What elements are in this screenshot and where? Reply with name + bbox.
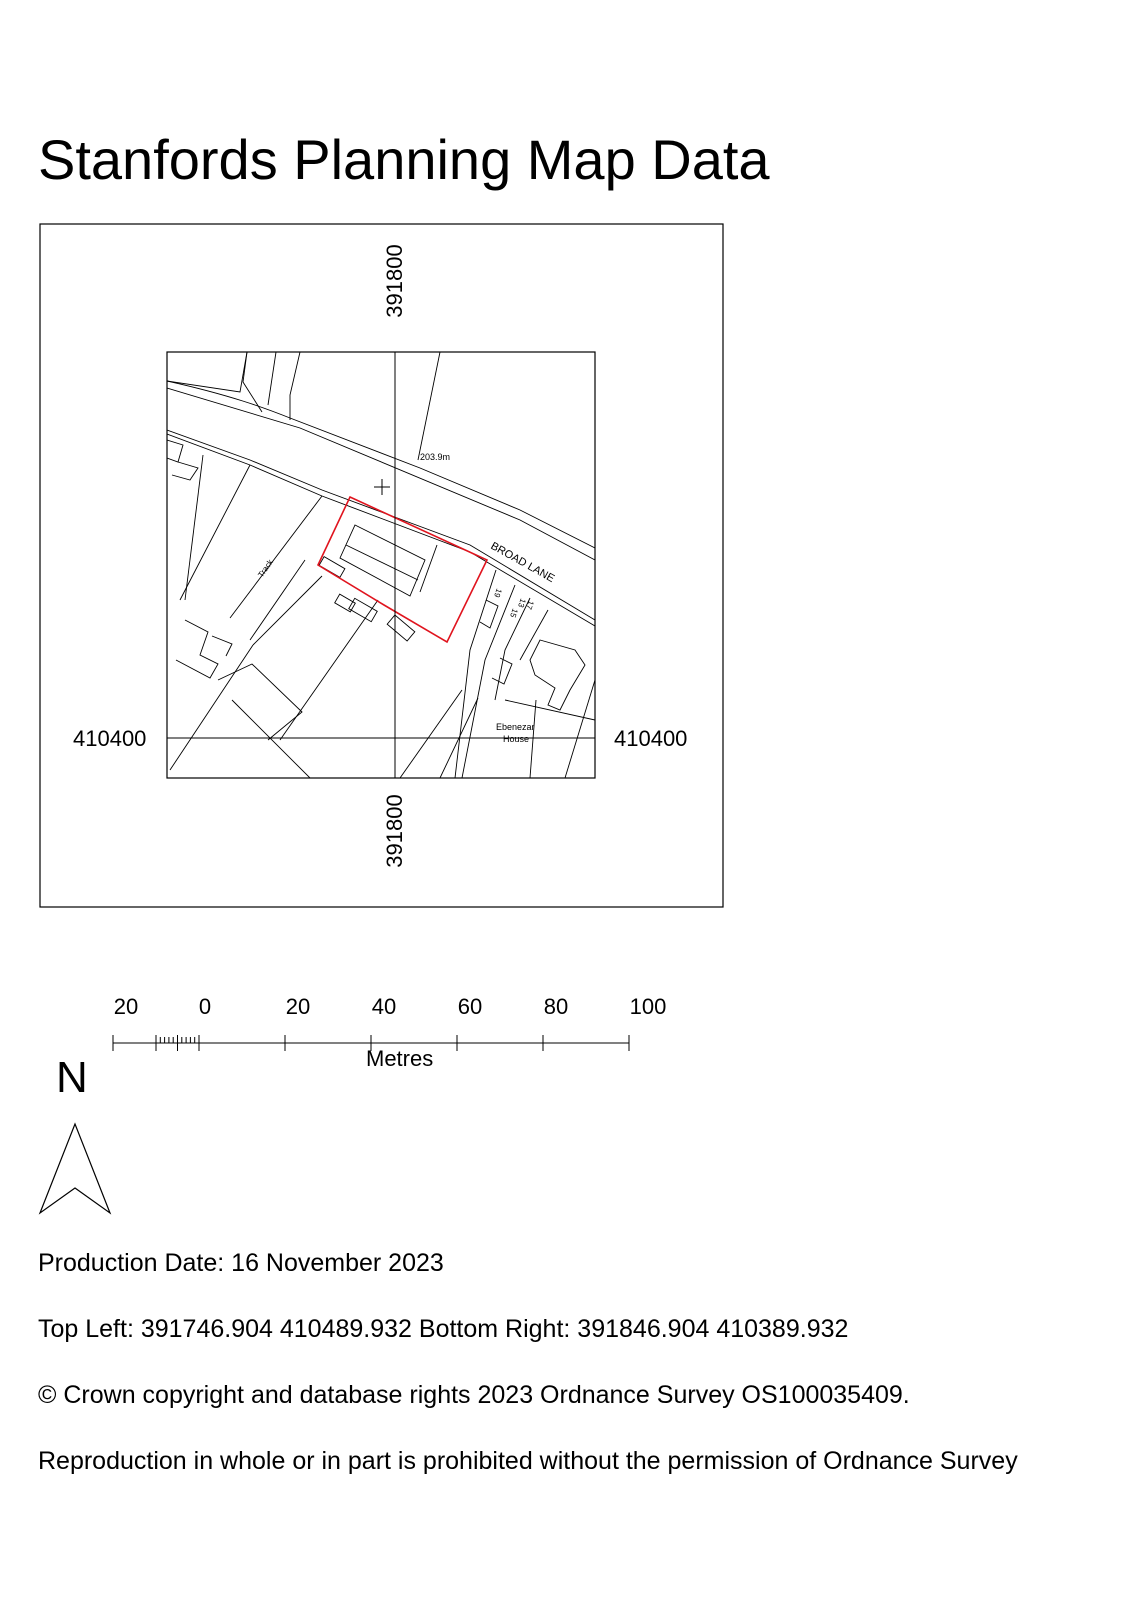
north-label: N [56, 1053, 88, 1102]
scale-label-80: 80 [543, 994, 569, 1019]
building-sw-a [176, 620, 218, 678]
copyright-notice: © Crown copyright and database rights 2023 Ordnance Survey OS100035409. [38, 1381, 910, 1409]
scale-label-60: 60 [457, 994, 483, 1019]
plot-line-3 [230, 496, 322, 618]
grid-label-easting-top: 391800 [382, 244, 407, 318]
plot-line-s-1 [280, 600, 378, 740]
scale-unit-label: Metres [366, 1046, 434, 1071]
north-arrow-icon [40, 1124, 110, 1213]
road-edge-south [167, 430, 595, 620]
building-west-b [172, 462, 198, 480]
site-boundary [318, 497, 487, 642]
building-sw-b [212, 636, 232, 656]
main-building-ridge [346, 545, 418, 580]
building-name-line2: House [503, 734, 530, 744]
building-name-line1: Ebenezar [496, 722, 535, 732]
page-title: Stanfords Planning Map Data [38, 128, 770, 191]
spot-height-label: 203.9m [420, 452, 451, 462]
plot-line-2 [180, 465, 250, 600]
grid-label-northing-right: 410400 [614, 726, 688, 751]
terrace-house [480, 600, 498, 628]
road-edge-south-2 [167, 434, 595, 626]
road-edge-north [167, 381, 595, 548]
plot-line-e-3 [530, 700, 536, 778]
plot-line-sw-2 [232, 700, 310, 778]
road-edge-north-2 [167, 388, 595, 560]
site-internal-line [420, 545, 437, 592]
road-name-label: BROAD LANE [488, 540, 557, 586]
side-road-east [290, 352, 300, 420]
plot-line-e-2 [565, 680, 595, 778]
scale-label-100: 100 [629, 994, 667, 1019]
terrace-line-2 [462, 585, 515, 778]
reproduction-notice: Reproduction in whole or in part is prohibited without the permission of Ordnance Survey [38, 1447, 1018, 1475]
scale-label-0: 0 [198, 994, 212, 1019]
track-east [253, 576, 322, 645]
production-date: Production Date: 16 November 2023 [38, 1249, 444, 1277]
plot-line-north-2 [167, 352, 247, 392]
plot-line-e-1 [505, 700, 595, 720]
centre-cross [374, 479, 390, 495]
building-east [530, 640, 585, 710]
house-number-15: 15 [508, 607, 520, 619]
plot-line-north-1 [418, 352, 440, 460]
building-west-a [167, 440, 183, 462]
scale-label-20: 20 [285, 994, 311, 1019]
outbuilding-d [387, 615, 415, 641]
terrace-line-1 [455, 570, 496, 778]
plot-line-s-2 [400, 690, 462, 778]
scale-label-40: 40 [371, 994, 397, 1019]
building-e-a [492, 658, 512, 684]
map-extent: Top Left: 391746.904 410489.932 Bottom Right: 391846.904 410389.932 [38, 1315, 849, 1343]
outbuilding-c [349, 598, 378, 621]
side-road-kerb [268, 352, 276, 405]
house-number-17: 17 [524, 599, 536, 611]
house-number-13: 13 [516, 597, 528, 609]
grid-label-easting-bottom: 391800 [382, 794, 407, 868]
plot-line-1 [185, 455, 203, 600]
house-number-19: 19 [492, 587, 504, 599]
grid-label-northing-left: 410400 [73, 726, 147, 751]
track-label: Track [256, 557, 275, 580]
scale-label-20-west: 20 [113, 994, 139, 1019]
